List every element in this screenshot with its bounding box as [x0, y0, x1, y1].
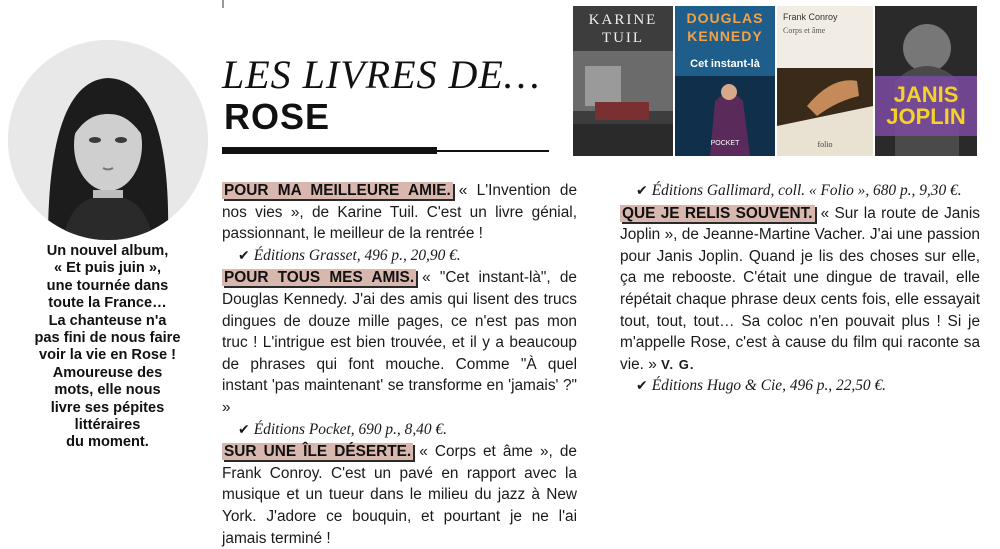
entry-tag: SUR UNE ÎLE DÉSERTE.	[224, 443, 412, 461]
entry-body: « Corps et âme », de Frank Conroy. C'est un pavé en rapport avec la musique et un tueur dans le milieu du jazz à New York. J'adore ce bouquin, et pourtant je ne l'ai jamais terminé !	[222, 443, 577, 547]
cover-footer: POCKET	[710, 140, 740, 147]
intro-text	[10, 243, 205, 452]
entry-reread	[620, 203, 980, 376]
cover-title-1: JANIS	[893, 82, 959, 107]
check-icon: ✔	[238, 421, 250, 438]
top-rule	[222, 0, 224, 8]
column-left	[222, 180, 577, 549]
entry-edition	[222, 245, 577, 268]
entry-body: « L'Invention de nos vies », de Karine Tuil. C'est un livre génial, passionnant, le meilleur de la rentrée !	[222, 182, 578, 243]
intro-line: livre ses pépites	[50, 399, 165, 416]
edition-text: Éditions Pocket, 690 p., 8,40 €.	[253, 420, 447, 438]
check-icon: ✔	[636, 378, 648, 395]
book-cover-joplin	[875, 6, 977, 156]
entry-tag: POUR MA MEILLEURE AMIE.	[224, 182, 451, 199]
entry-tag: QUE JE RELIS SOUVENT.	[622, 204, 813, 222]
portrait-photo	[8, 40, 208, 240]
intro-line: mots, elle nous	[54, 382, 161, 399]
heading-name: ROSE	[224, 96, 331, 137]
intro-line: Un nouvel album,	[46, 243, 169, 259]
entry-tag: POUR TOUS MES AMIS.	[224, 269, 415, 287]
cover-author: KARINE	[588, 12, 658, 28]
intro-line: littéraires	[74, 417, 141, 434]
cover-title: Corps et âme	[783, 26, 826, 35]
cover-author-2: KENNEDY	[687, 28, 763, 44]
book-cover-conroy	[777, 6, 873, 156]
entry-all-friends	[222, 267, 577, 418]
cover-footer: folio	[817, 140, 833, 149]
entry-edition	[620, 375, 980, 398]
entry-edition	[222, 419, 577, 442]
intro-line: « Et puis juin »,	[53, 260, 162, 277]
cover-title-2: JOPLIN	[886, 104, 966, 129]
heading-rule-thick	[222, 147, 437, 154]
edition-text: Éditions Grasset, 496 p., 20,90 €.	[253, 246, 461, 264]
entry-best-friend	[222, 180, 577, 245]
book-covers	[573, 6, 977, 156]
entry-desert-island	[222, 441, 577, 549]
intro-line: toute la France…	[48, 295, 167, 312]
cover-title: Cet instant-là	[690, 58, 760, 70]
check-icon: ✔	[238, 247, 250, 264]
entry-body: « "Cet instant-là", de Douglas Kennedy. J'ai des amis qui lisent des trucs dingues de douze mille pages, ce n'est pas mon truc ! L'intrigue est bien trouvée, et il y a beaucoup de phrases qui font mouche. Comme "À quel instant 'pas maintenant' se transforme en 'jamais' ?" »	[222, 269, 577, 416]
intro-line: La chanteuse n'a	[48, 312, 167, 329]
cover-author-2: TUIL	[601, 30, 645, 46]
author-signature: V. G.	[661, 356, 695, 372]
edition-text: Éditions Hugo & Cie, 496 p., 22,50 €.	[651, 377, 887, 395]
entry-edition	[620, 180, 980, 203]
intro-line: du moment.	[66, 434, 149, 451]
edition-text: Éditions Gallimard, coll. « Folio », 680 p., 9,30 €.	[651, 182, 962, 199]
book-cover-kennedy	[675, 6, 775, 156]
check-icon: ✔	[636, 183, 648, 199]
book-cover-tuil	[573, 6, 673, 156]
cover-author: Frank Conroy	[783, 12, 838, 22]
entry-body: « Sur la route de Janis Joplin », de Jeanne-Martine Vacher. J'ai une passion pour Janis Joplin. Quand je lis des choses sur elle, ça me rebooste. C'était une dingue de travail, elle répétait chaque phrase deux cents fois, elle essayait tout, tout, tout… Sa coloc n'en pouvait plus ! Si je m'appelle Rose, c'est à cause du film qui raconte sa vie. »	[620, 204, 980, 373]
intro-line: une tournée dans	[46, 277, 169, 294]
intro-line: voir la vie en Rose !	[38, 347, 177, 364]
column-right	[620, 180, 980, 398]
intro-line: pas fini de nous faire	[34, 330, 181, 347]
heading-rule-thin	[437, 150, 549, 152]
cover-author: DOUGLAS	[686, 10, 764, 26]
intro-line: Amoureuse des	[52, 364, 163, 381]
heading-title: LES LIVRES DE…	[222, 52, 541, 97]
